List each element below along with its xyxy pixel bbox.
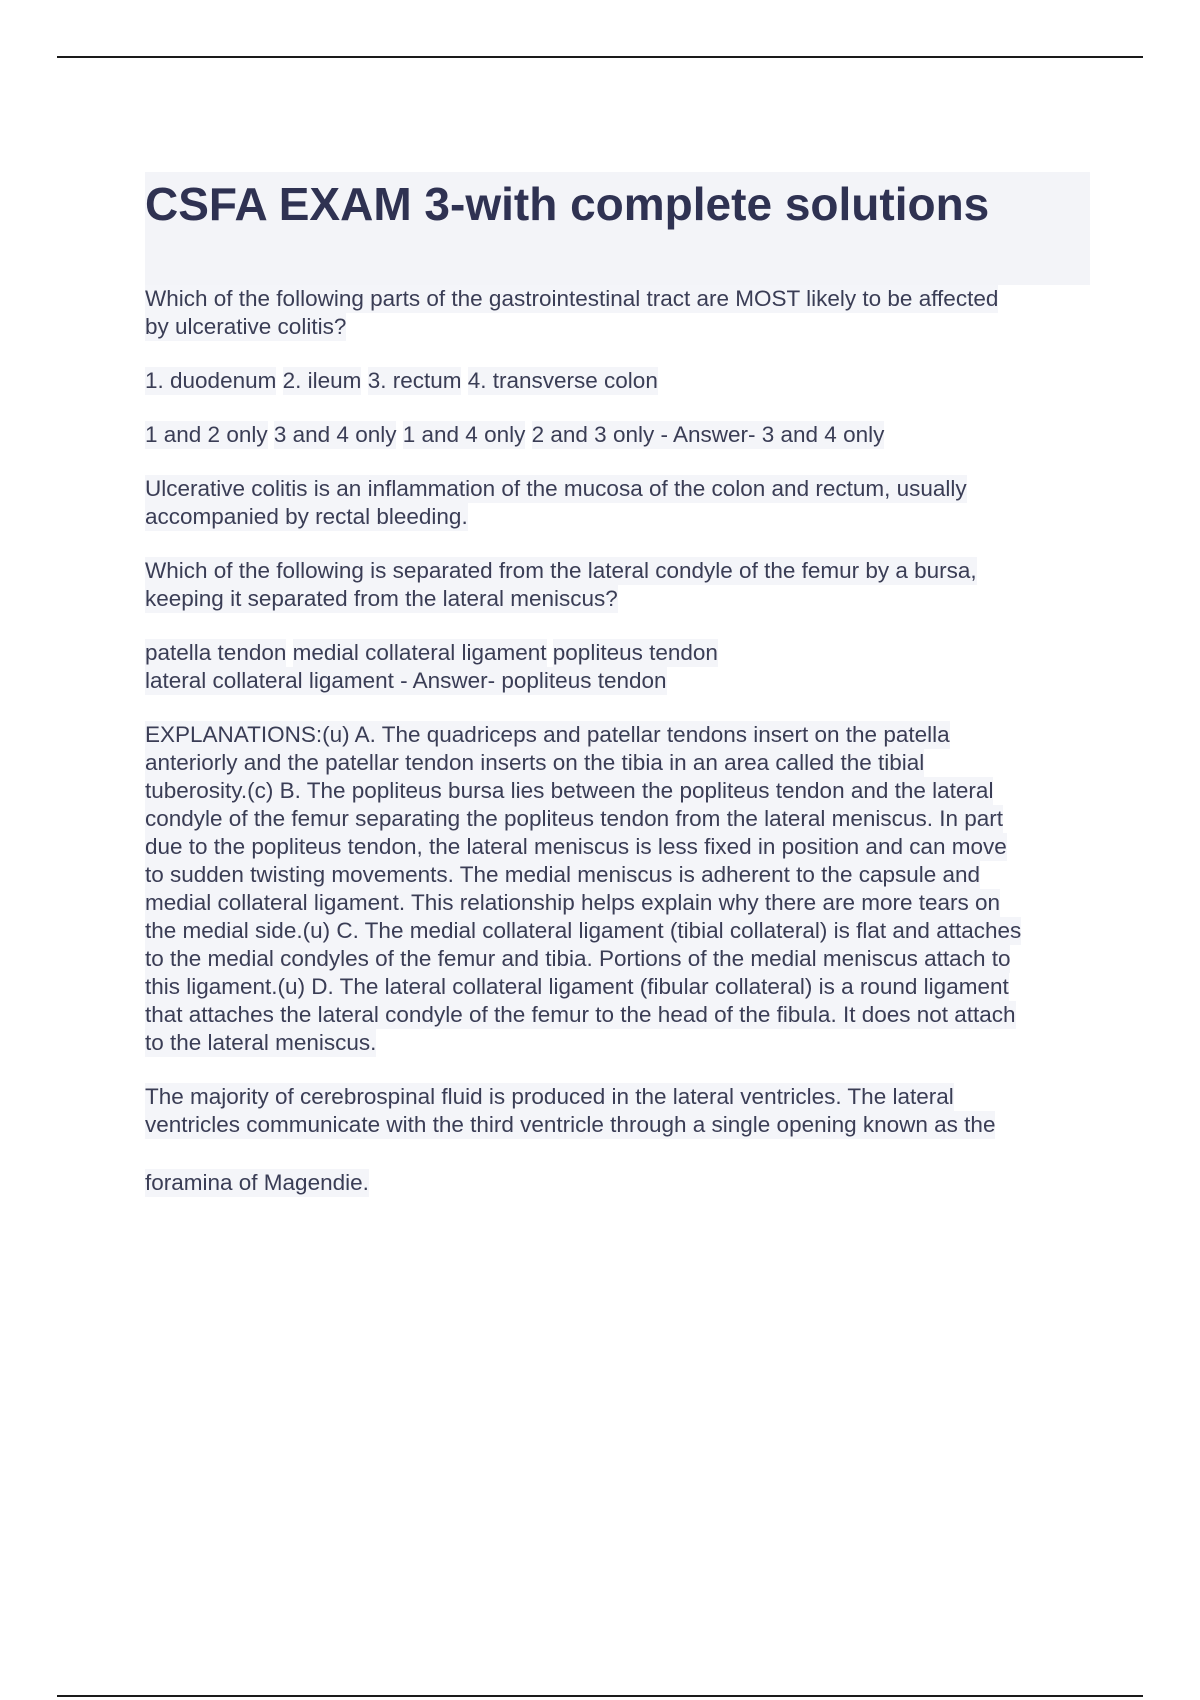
explanation-line: medial collateral ligament. This relationship helps explain why there are more tears on <box>145 890 1001 915</box>
explanation-line: to the lateral meniscus. <box>145 1030 377 1055</box>
explanation-line: that attaches the lateral condyle of the femur to the head of the fibula. It does not attach <box>145 1002 1016 1027</box>
answer-option: 1 and 2 only <box>145 422 268 447</box>
list-item: 2. ileum <box>282 368 362 393</box>
explanation-line: Ulcerative colitis is an inflammation of the mucosa of the colon and rectum, usually <box>145 476 967 501</box>
question-1-items <box>145 367 1090 395</box>
question-1-options <box>145 421 1090 449</box>
question-1-explanation <box>145 475 1090 531</box>
question-3-line: ventricles communicate with the third ventricle through a single opening known as the <box>145 1112 996 1137</box>
question-2 <box>145 557 1090 613</box>
answer-option: popliteus tendon <box>552 640 718 665</box>
question-2-line: Which of the following is separated from the lateral condyle of the femur by a bursa, <box>145 558 977 583</box>
answer-option: 2 and 3 only - Answer- 3 and 4 only <box>531 422 885 447</box>
question-2-line: keeping it separated from the lateral meniscus? <box>145 586 618 611</box>
explanation-line: EXPLANATIONS:(u) A. The quadriceps and patellar tendons insert on the patella <box>145 722 950 747</box>
answer-option: 3 and 4 only <box>273 422 397 447</box>
explanation-line: tuberosity.(c) B. The popliteus bursa lies between the popliteus tendon and the lateral <box>145 778 994 803</box>
explanation-line: anteriorly and the patellar tendon inserts on the tibia in an area called the tibial <box>145 750 925 775</box>
question-3-answer <box>145 1169 1090 1197</box>
explanation-line: condyle of the femur separating the popliteus tendon from the lateral meniscus. In part <box>145 806 1003 831</box>
question-3-line: The majority of cerebrospinal fluid is produced in the lateral ventricles. The lateral <box>145 1084 954 1109</box>
answer-option: 1 and 4 only <box>402 422 526 447</box>
list-item: 4. transverse colon <box>467 368 658 393</box>
question-3 <box>145 1083 1090 1139</box>
explanation-line: the medial side.(u) C. The medial collateral ligament (tibial collateral) is flat and attaches <box>145 918 1022 943</box>
question-1 <box>145 285 1090 341</box>
list-item: 1. duodenum <box>145 368 277 393</box>
answer-line: foramina of Magendie. <box>145 1170 369 1195</box>
answer-option: patella tendon <box>145 640 287 665</box>
question-2-options <box>145 639 1090 695</box>
explanation-line: this ligament.(u) D. The lateral collateral ligament (fibular collateral) is a round ligament <box>145 974 1009 999</box>
footer-rule <box>57 1695 1143 1697</box>
title-band <box>145 172 1090 285</box>
answer-option: medial collateral ligament <box>292 640 547 665</box>
explanation-line: due to the popliteus tendon, the lateral meniscus is less fixed in position and can move <box>145 834 1007 859</box>
explanation-line: to the medial condyles of the femur and tibia. Portions of the medial meniscus attach to <box>145 946 1011 971</box>
explanation-line: to sudden twisting movements. The medial meniscus is adherent to the capsule and <box>145 862 981 887</box>
header-rule <box>57 56 1143 58</box>
explanation-line: accompanied by rectal bleeding. <box>145 504 468 529</box>
document-body <box>145 172 1090 1197</box>
question-1-line: by ulcerative colitis? <box>145 314 347 339</box>
question-2-explanation <box>145 721 1090 1057</box>
list-item: 3. rectum <box>367 368 462 393</box>
question-1-line: Which of the following parts of the gastrointestinal tract are MOST likely to be affected <box>145 286 999 311</box>
answer-option: lateral collateral ligament - Answer- popliteus tendon <box>145 668 667 693</box>
page-title: CSFA EXAM 3-with complete solutions <box>145 178 990 230</box>
